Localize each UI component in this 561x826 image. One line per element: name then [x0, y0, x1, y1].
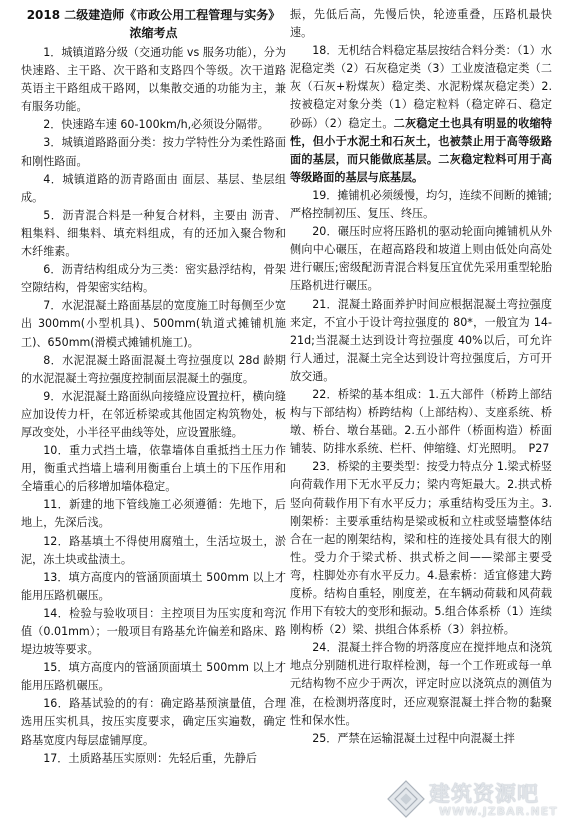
point-20: 20．碾压时应将压路机的驱动轮面向摊铺机从外侧向中心碾压，在超高路段和坡道上则由低处向高处进行碾压;密级配沥青混合料复压宜优先采用重型轮胎压路机进行碾压。 — [290, 225, 552, 293]
point-12: 12．路基填土不得使用腐殖土，生活垃圾土，淤泥，冻土块或盐渍土。 — [21, 534, 286, 566]
point-1: 1．城镇道路分级（交通功能 vs 服务功能），分为快速路、主干路、次干路和支路四个等级。次干道路英语主干路组成干路网，以集散交通的功能为主，兼有服务功能。 — [21, 46, 286, 114]
point-13: 13．填方高度内的管涵顶面填土 500mm 以上才能用压路机碾压。 — [21, 570, 286, 602]
point-14: 14．检验与验收项目：主控项目为压实度和弯沉值（0.01mm）；一般项目有路基允许偏差和路床、路堤边坡等要求。 — [21, 606, 286, 657]
point-24: 24．混凝土拌合物的坍落度应在搅拌地点和浇筑地点分别随机进行取样检测，每一个工作班或每一单元结构物不应少于两次，评定时应以浇筑点的测值为准，在检测坍落度时，还应观察混凝土拌合物的黏聚性和保水性。 — [290, 641, 552, 727]
point-2: 2．快速路车速 60-100km/h,必须设分隔带。 — [43, 118, 269, 132]
point-19: 19．摊铺机必须缓慢，均匀，连续不间断的摊铺;严格控制初压、复压、终压。 — [290, 188, 552, 221]
watermark — [387, 776, 557, 824]
point-17: 17．土质路基压实原则：先轻后重，先静后 — [43, 751, 257, 765]
point-23: 23．桥梁的主要类型：按受力特点分 1.梁式桥竖向荷载作用下无水平反力；梁内弯矩最大。2.拱式桥竖向荷载作用下有水平反力；承重结构受压为主。3.刚架桥：主要承重结构是梁或板和立柱或竖墙整体结合在一起的刚架结构，梁和柱的连接处具有很大的刚性。受力介于梁式桥、拱式桥之间——梁部主要受弯，柱脚处亦有水平反力。4.悬索桥：适宜修建大跨度桥。结构自重轻，刚度差，在车辆动荷载和风荷载作用下有较大的变形和振动。5.组合体系桥（1）连续刚构桥（2）梁、拱组合体系桥（3）斜拉桥。 — [290, 460, 552, 637]
watermark-title: 建筑资源吧 — [429, 782, 539, 806]
left-column — [21, 6, 286, 768]
point-8: 8．水泥混凝土路面混凝土弯拉强度以 28d 龄期的水泥混凝土弯拉强度控制面层混凝土的强度。 — [21, 353, 286, 385]
point-22: 22．桥梁的基本组成：1.五大部件（桥跨上部结构与下部结构）桥跨结构（上部结构）、支座系统、桥墩、桥台、墩台基础。2.五小部件（桥面构造）桥面铺装、防排水系统、栏杆、伸缩缝、灯光照明。 P27 — [290, 387, 552, 456]
point-6: 6．沥青结构组成分为三类：密实悬浮结构，骨架空隙结构，骨架密实结构。 — [21, 263, 286, 295]
point-17-continued: 振，先低后高，先慢后快，轮迹重叠，压路机最快速。 — [290, 8, 552, 40]
point-9: 9．水泥混凝土路面纵向接缝应设置拉杆，横向缝应加设传力杆，在邻近桥梁或其他固定构筑物处，板厚改变处，小半径平曲线等处，应设置胀缝。 — [21, 389, 286, 439]
point-18-text: 18．无机结合料稳定基层按结合料分类：（1）水泥稳定类（2）石灰稳定类（3）工业废渣稳定类（二灰（石灰+粉煤灰）稳定类、水泥粉煤灰稳定类）2.按被稳定对象分类（1）稳定粒料（稳定碎石、稳定砂砾）（2）稳定土。 — [290, 44, 552, 130]
watermark-logo-icon — [387, 780, 425, 818]
point-16: 16．路基试验的的有：确定路基预演量值，合理选用压实机具，按压实度要求，确定压实遍数，确定路基宽度内每层虚铺厚度。 — [21, 697, 286, 747]
point-11: 11．新建的地下管线施工必须遵循：先地下，后地上，先深后浅。 — [21, 498, 286, 530]
point-10: 10．重力式挡土墙，依靠墙体自重抵挡土压力作用，衡重式挡墙上墙利用衡重台上填土的下压作用和全墙重心的后移增加墙体稳定。 — [21, 444, 286, 494]
point-18-bold-text: 二灰稳定土也具有明显的收缩特性，但小于水泥土和石灰土，也被禁止用于高等级路面的基层，而只能做底基层。二灰稳定粒料可用于高等级路面的基层与底基层。 — [290, 116, 552, 184]
point-3: 3．城镇道路路面分类：按力学特性分为柔性路面和刚性路面。 — [21, 136, 286, 168]
point-25: 25．严禁在运输混凝土过程中向混凝土拌 — [312, 731, 515, 745]
watermark-url: WWW.JZBAR.NET — [439, 805, 558, 818]
doc-subtitle: 浓缩考点 — [129, 26, 178, 40]
point-5: 5．沥青混合料是一种复合材料，主要由 沥青、粗集料、细集料、填充料组成，有的还加入聚合物和木纤维素。 — [21, 208, 286, 259]
doc-title: 2018 二级建造师《市政公用工程管理与实务》 — [26, 8, 281, 22]
right-column — [290, 6, 552, 748]
point-15: 15．填方高度内的管涵顶面填土 500mm 以上才能用压路机碾压。 — [21, 661, 286, 693]
point-4: 4．城镇道路的沥青路面由 面层、基层、垫层组成。 — [21, 172, 286, 204]
point-7: 7．水泥混凝土路面基层的宽度施工时每侧至少宽出 300mm(小型机具)、500mm(轨道式摊铺机施工)、650mm(滑模式摊铺机施工)。 — [21, 299, 286, 349]
point-21: 21．混凝土路面养护时间应根据混凝土弯拉强度来定，不宜小于设计弯拉强度的 80*，一般宜为 14-21d;当混凝土达到设计弯拉强度 40%以后，可允许行人通过，混凝土完全达到设计弯拉强度后，方可开放交通。 — [290, 297, 552, 383]
point-18 — [290, 42, 552, 187]
